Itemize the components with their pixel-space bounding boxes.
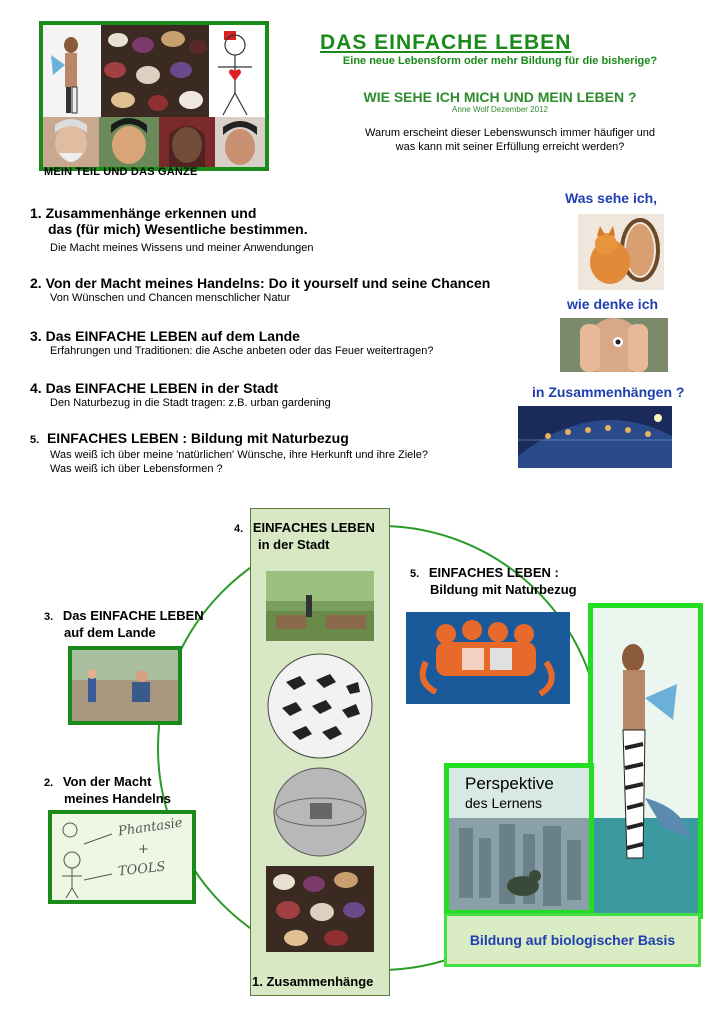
node-5-line-2: Bildung mit Naturbezug [430, 582, 577, 597]
sketch-text-phantasie: Phantasie [117, 815, 184, 840]
list-sub-4: Den Naturbezug in die Stadt tragen: z.B. urban gardening [50, 397, 331, 409]
list-title-2: Von der Macht meines Handelns: Do it yourself und seine Chancen [45, 275, 491, 291]
node-4-line-1: EINFACHES LEBEN [252, 520, 375, 535]
node-2-line-2: meines Handelns [64, 791, 171, 806]
biological-basis-label: Bildung auf biologischer Basis [469, 932, 676, 948]
node-2-num: 2. [44, 777, 54, 789]
list-sub-3: Erfahrungen und Traditionen: die Asche anbeten oder das Feuer weitertragen? [50, 345, 434, 357]
octopus-illustration-image [406, 612, 570, 704]
right-question-1: Was sehe ich, [565, 190, 658, 206]
list-title-1b: das (für mich) Wesentliche bestimmen. [48, 221, 308, 237]
page-subtitle: Eine neue Lebensform oder mehr Bildung für die bisherige? [342, 55, 658, 67]
perspektive-line-1: Perspektive [465, 774, 554, 793]
list-title-1: Zusammenhänge erkennen und [45, 205, 257, 221]
author-date: Anne Wolf Dezember 2012 [452, 105, 548, 114]
list-num-1: 1. [30, 205, 42, 221]
perspektive-line-2: des Lernens [465, 795, 543, 811]
node-5-label [410, 565, 577, 598]
collage-caption: MEIN TEIL UND DAS GANZE [44, 166, 198, 178]
list-num-5: 5. [30, 434, 40, 446]
node-5-num: 5. [410, 568, 420, 580]
node-3-num: 3. [44, 611, 54, 623]
escher-tessellation-image [266, 652, 374, 760]
list-title-4: Das EINFACHE LEBEN in der Stadt [45, 380, 279, 396]
right-question-2: wie denke ich [567, 296, 659, 312]
biological-basis-box [444, 913, 701, 967]
node-4-label [234, 520, 375, 553]
node-3-line-2: auf dem Lande [64, 625, 156, 640]
list-num-4: 4. [30, 380, 42, 396]
node-1-label: 1. Zusammenhänge [252, 974, 374, 989]
fishman-tall-image [588, 603, 703, 919]
sketch-text-plus: + [138, 842, 149, 857]
list-sub-5: Was weiß ich über meine 'natürlichen' Wünsche, ihre Herkunft und ihre Ziele? [50, 449, 428, 461]
list-num-3: 3. [30, 328, 42, 344]
sketch-phantasie-tools [48, 810, 196, 904]
intro-line-1: Warum erscheint dieser Lebenswunsch immer häufiger und [364, 127, 655, 139]
intro-line-2: was kann mit seiner Erfüllung erreicht werden? [395, 141, 625, 153]
main-question: WIE SEHE ICH MICH UND MEIN LEBEN ? [363, 89, 637, 105]
page-title: DAS EINFACHE LEBEN [320, 31, 572, 54]
sphere-drawing-image [266, 765, 374, 859]
node-2-label [44, 774, 171, 807]
node-5-line-1: EINFACHES LEBEN : [428, 565, 559, 580]
list-sub-2: Von Wünschen und Chancen menschlicher Natur [50, 292, 291, 304]
list-sub-5b: Was weiß ich über Lebensformen ? [50, 463, 223, 475]
list-title-5: EINFACHES LEBEN : Bildung mit Naturbezug [46, 430, 349, 446]
right-question-3: in Zusammenhängen ? [532, 384, 685, 400]
list-sub-1: Die Macht meines Wissens und meiner Anwendungen [50, 242, 314, 254]
countryside-photo-image [68, 646, 182, 725]
node-3-line-1: Das EINFACHE LEBEN [62, 608, 204, 623]
perspective-learning-box [444, 763, 594, 915]
sketch-text-tools: TOOLS [117, 859, 167, 880]
node-3-label [44, 608, 204, 641]
urban-garden-image [266, 571, 374, 641]
list-title-3: Das EINFACHE LEBEN auf dem Lande [45, 328, 300, 344]
node-4-num: 4. [234, 523, 244, 535]
node-4-line-2: in der Stadt [258, 537, 330, 552]
node-2-line-1: Von der Macht [62, 774, 152, 789]
beans-bottom-image [266, 866, 374, 952]
list-num-2: 2. [30, 275, 42, 291]
